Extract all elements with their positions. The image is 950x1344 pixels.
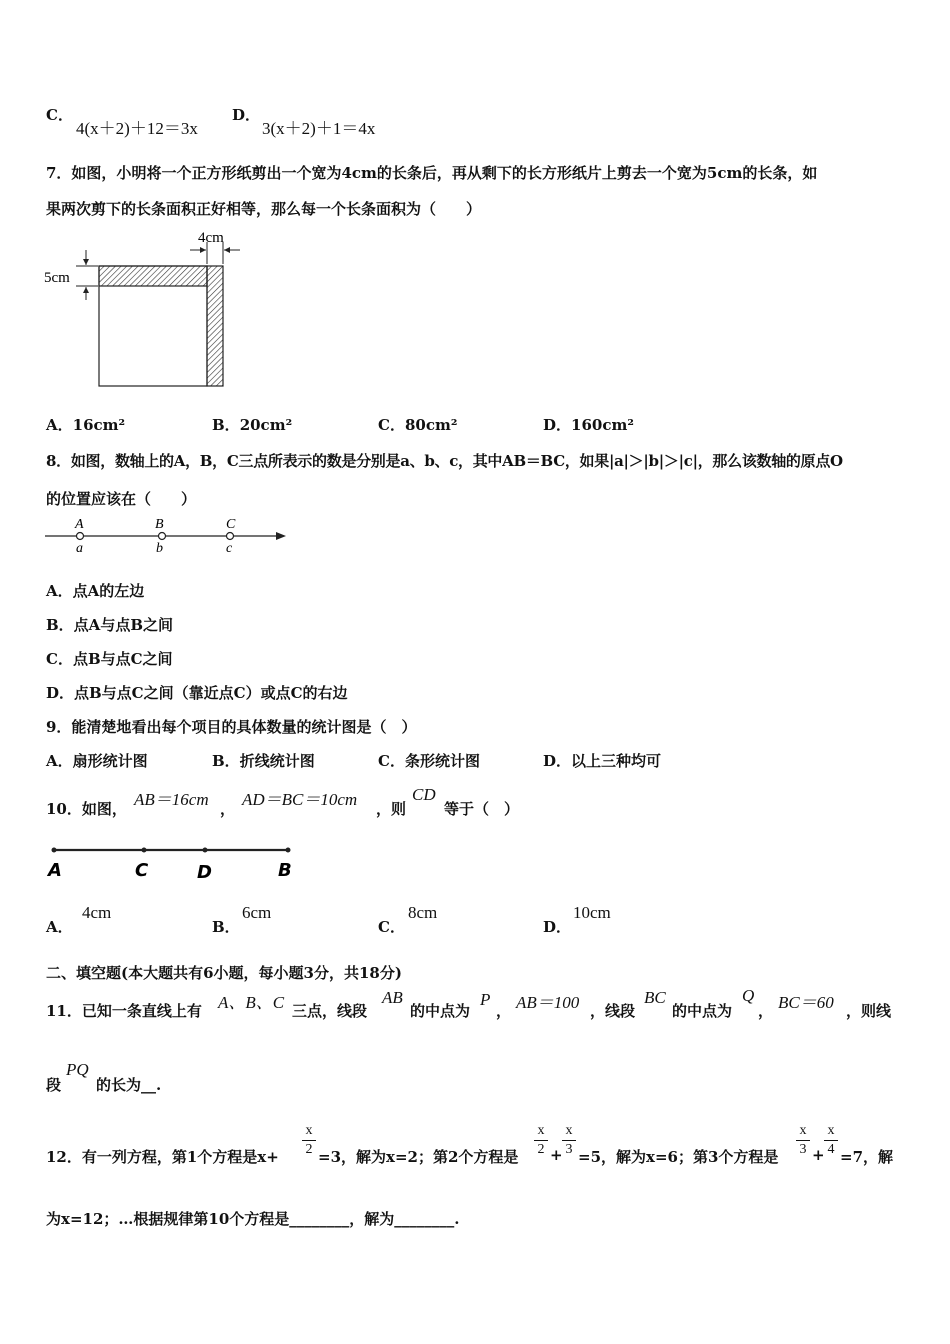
q7-figure	[40, 228, 250, 398]
q11-t7: ，	[758, 1002, 774, 1020]
q11-line2-prefix: 段	[46, 1076, 62, 1094]
q12-line2: 为x=12；…根据规律第10个方程是________，解为________.	[46, 1210, 460, 1228]
q8-point-c	[227, 533, 234, 540]
q10-suffix: 等于（ ）	[444, 800, 520, 818]
q10-expr-ab: AB＝16cm	[134, 790, 209, 809]
q10-option-c-value: 8cm	[408, 903, 438, 922]
q12-frac-x-4: x 4	[824, 1124, 838, 1157]
q7-option-c: C．80cm²	[378, 416, 458, 434]
q7-right-strip	[207, 266, 223, 386]
q11-t5: ，线段	[590, 1002, 636, 1020]
q11-m6: Q	[742, 986, 755, 1005]
q7-arrowhead-right	[224, 247, 230, 253]
q11-t4: ，	[496, 1002, 512, 1020]
q7-text-line1: 7．如图，小明将一个正方形纸剪出一个宽为4cm的长条后，再从剩下的长方形纸片上剪去一个宽为5cm的长条，如	[46, 164, 818, 182]
q9-option-b: B．折线统计图	[212, 752, 315, 770]
q8-option-a: A．点A的左边	[46, 582, 145, 600]
q11-m2: AB	[382, 988, 403, 1007]
q10-point-c	[142, 848, 147, 853]
q11-m1: A、B、C	[218, 993, 285, 1012]
q11-line2-pq: PQ	[66, 1060, 89, 1079]
q8-label-b: b	[156, 541, 163, 556]
q11-t8: ，则线	[846, 1002, 892, 1020]
q12-frac-x-2: x 2	[302, 1124, 316, 1157]
q10-option-d-label: D．	[543, 918, 572, 936]
q12-frac-x-2b: x 2	[534, 1124, 548, 1157]
q11-m3: P	[480, 990, 491, 1009]
q8-option-d: D．点B与点C之间（靠近点C）或点C的右边	[46, 684, 348, 702]
q7-text-line2: 果两次剪下的长条面积正好相等，那么每一个长条面积为（ ）	[46, 200, 482, 218]
q11-m7: BC＝60	[778, 993, 834, 1012]
q9-option-d: D．以上三种均可	[543, 752, 662, 770]
q8-point-a	[77, 533, 84, 540]
q8-option-b: B．点A与点B之间	[46, 616, 173, 634]
q8-text-line1: 8．如图，数轴上的A，B，C三点所表示的数是分别是a、b、c，其中AB＝BC，如果|a|＞|b|＞|c|，那么该数轴的原点O	[46, 452, 843, 470]
q7-arrowhead-top	[83, 259, 89, 265]
q10-option-a-label: A．	[46, 918, 73, 936]
q12-t1: 12．有一列方程，第1个方程是x+	[46, 1148, 279, 1166]
q11-t1: 11．已知一条直线上有	[46, 1002, 202, 1020]
q8-label-a: a	[76, 541, 83, 556]
q8-label-B: B	[155, 517, 164, 532]
q10-option-b-value: 6cm	[242, 903, 272, 922]
q7-label-4cm: 4cm	[198, 230, 224, 246]
q10-segment-figure	[40, 838, 305, 886]
q7-label-5cm: 5cm	[44, 270, 70, 286]
q10-expr-cd: CD	[412, 785, 436, 804]
q7-arrowhead-bottom	[83, 287, 89, 293]
q10-point-a	[52, 848, 57, 853]
q8-option-c: C．点B与点C之间	[46, 650, 173, 668]
q8-text-line2: 的位置应该在（ ）	[46, 490, 197, 508]
q8-number-line	[40, 512, 300, 560]
q12-plus2: +	[812, 1146, 825, 1164]
q10-sep1: ，	[220, 800, 236, 818]
q7-option-a: A．16cm²	[46, 416, 126, 434]
q10-label-C: C	[135, 860, 149, 881]
q10-option-a-value: 4cm	[82, 903, 112, 922]
q10-prefix: 10．如图，	[46, 800, 127, 818]
q11-m4: AB＝100	[516, 993, 580, 1012]
q7-arrowhead-left	[200, 247, 206, 253]
q6-option-c-expr: 4(x＋2)＋12＝3x	[76, 119, 198, 138]
q10-point-d	[203, 848, 208, 853]
q7-option-b: B．20cm²	[212, 416, 293, 434]
q10-option-c-label: C．	[378, 918, 405, 936]
q8-label-A: A	[75, 517, 84, 532]
q12-frac-x-3b: x 3	[796, 1124, 810, 1157]
q10-point-b	[286, 848, 291, 853]
q12-t3: =5，解为x=6；第3个方程是	[578, 1148, 779, 1166]
q11-line2-suffix: 的长为__.	[96, 1076, 162, 1094]
q8-axis-arrow	[276, 532, 286, 540]
q6-option-d-expr: 3(x＋2)＋1＝4x	[262, 119, 376, 138]
q9-option-c: C．条形统计图	[378, 752, 480, 770]
q8-label-C: C	[226, 517, 236, 532]
q12-plus1: +	[550, 1146, 563, 1164]
q12-t2: =3，解为x=2；第2个方程是	[318, 1148, 519, 1166]
q11-t6: 的中点为	[672, 1002, 733, 1020]
q6-option-c-label: C．	[46, 106, 73, 124]
q11-m5: BC	[644, 988, 666, 1007]
q12-frac-x-3: x 3	[562, 1124, 576, 1157]
q8-point-b	[159, 533, 166, 540]
q9-text: 9．能清楚地看出每个项目的具体数量的统计图是（ ）	[46, 718, 417, 736]
section2-title: 二、填空题(本大题共有6小题，每小题3分，共18分)	[46, 964, 402, 982]
q8-label-c: c	[226, 541, 233, 556]
q10-label-D: D	[197, 862, 212, 883]
q6-option-d-label: D．	[232, 106, 261, 124]
q10-label-A: A	[48, 860, 62, 881]
q9-option-a: A．扇形统计图	[46, 752, 148, 770]
q11-t2: 三点，线段	[292, 1002, 368, 1020]
q7-option-d: D．160cm²	[543, 416, 634, 434]
q10-label-B: B	[278, 860, 292, 881]
q7-top-strip	[99, 266, 207, 286]
q10-sep2: ，则	[376, 800, 407, 818]
q12-t4: =7，解	[840, 1148, 894, 1166]
q11-t3: 的中点为	[410, 1002, 471, 1020]
q10-option-d-value: 10cm	[573, 903, 611, 922]
q10-expr-ad-bc: AD＝BC＝10cm	[242, 790, 358, 809]
q10-option-b-label: B．	[212, 918, 240, 936]
